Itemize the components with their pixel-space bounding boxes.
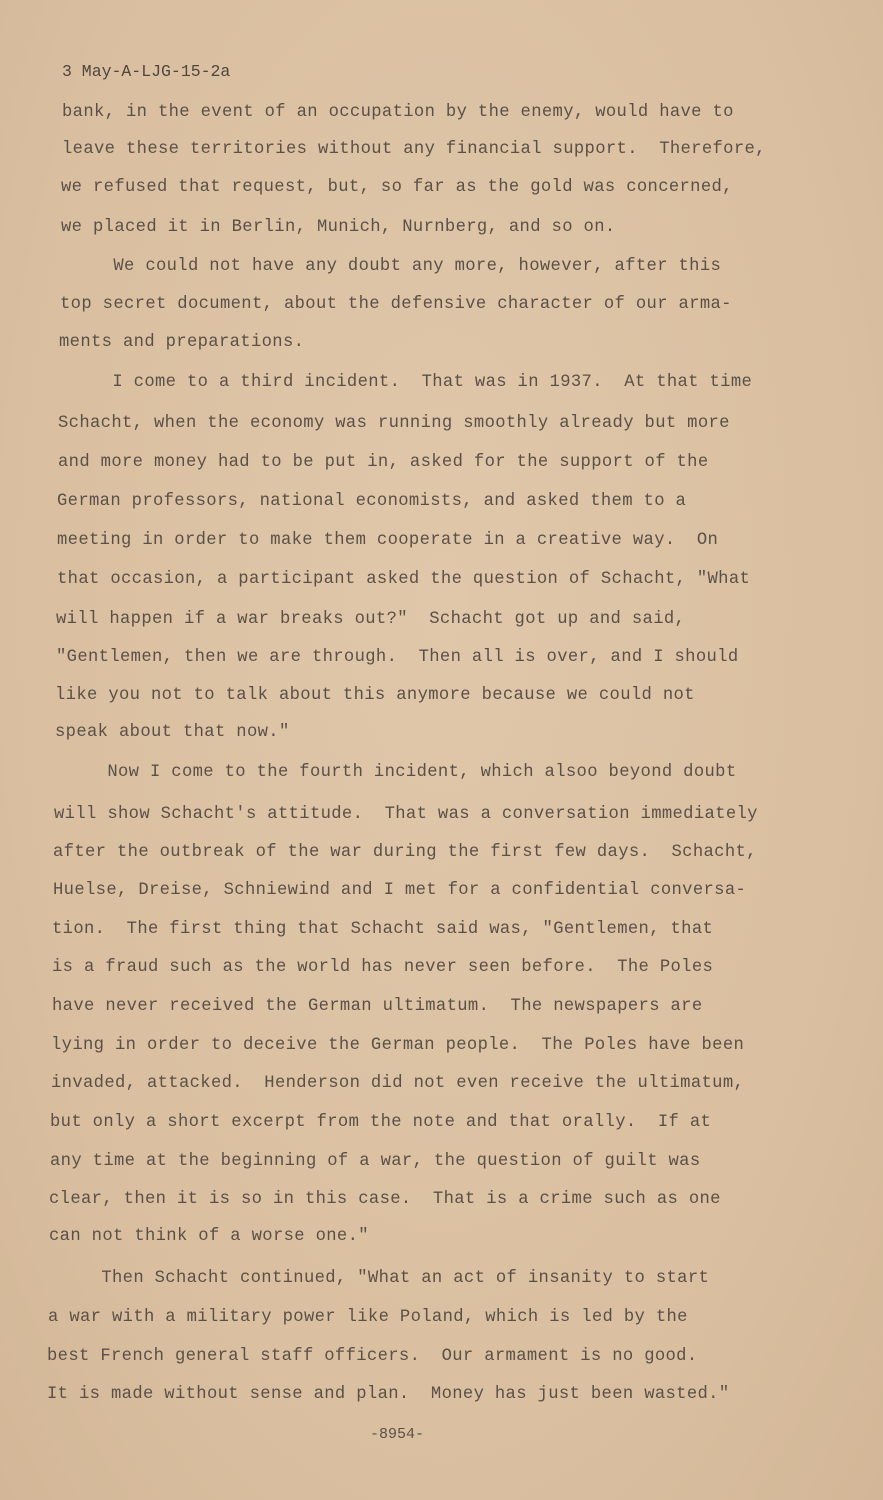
- text-line: Huelse, Dreise, Schniewind and I met for a confidential conversa-: [53, 881, 747, 900]
- text-line: invaded, attacked. Henderson did not even receive the ultimatum,: [51, 1074, 745, 1093]
- text-line: Schacht, when the economy was running smoothly already but more: [58, 414, 730, 433]
- text-line: tion. The first thing that Schacht said was, "Gentlemen, that: [52, 920, 714, 939]
- text-line: that occasion, a participant asked the question of Schacht, "What: [57, 570, 751, 589]
- text-line: best French general staff officers. Our armament is no good.: [47, 1347, 698, 1366]
- text-line: is a fraud such as the world has never seen before. The Poles: [52, 958, 714, 977]
- text-line: will show Schacht's attitude. That was a conversation immediately: [54, 805, 758, 824]
- text-line: It is made without sense and plan. Money has just been wasted.": [47, 1385, 730, 1404]
- text-line: I come to a third incident. That was in 1937. At that time: [59, 373, 753, 392]
- text-line: We could not have any doubt any more, however, after this: [60, 257, 722, 276]
- text-line: "Gentlemen, then we are through. Then all is over, and I should: [56, 648, 739, 667]
- text-line: have never received the German ultimatum. The newspapers are: [52, 997, 703, 1016]
- text-line: and more money had to be put in, asked for the support of the: [58, 453, 709, 472]
- document-reference: 3 May-A-LJG-15-2a: [62, 62, 231, 81]
- text-line: Then Schacht continued, "What an act of insanity to start: [48, 1269, 710, 1288]
- text-line: Now I come to the fourth incident, which alsoo beyond doubt: [54, 763, 737, 782]
- text-line: speak about that now.": [55, 723, 290, 742]
- text-line: lying in order to deceive the German people. The Poles have been: [51, 1036, 745, 1055]
- text-line: will happen if a war breaks out?" Schacht got up and said,: [56, 610, 686, 629]
- text-line: meeting in order to make them cooperate in a creative way. On: [57, 531, 719, 550]
- text-line: top secret document, about the defensive character of our arma-: [60, 295, 732, 314]
- text-line: German professors, national economists, and asked them to a: [57, 492, 687, 511]
- text-line: after the outbreak of the war during the first few days. Schacht,: [53, 843, 757, 862]
- text-line: clear, then it is so in this case. That is a crime such as one: [49, 1190, 721, 1209]
- text-line: any time at the beginning of a war, the question of guilt was: [50, 1152, 701, 1171]
- text-line: leave these territories without any financial support. Therefore,: [62, 140, 766, 159]
- text-line: ments and preparations.: [59, 333, 305, 352]
- text-line: a war with a military power like Poland, which is led by the: [48, 1308, 688, 1327]
- text-line: we refused that request, but, so far as the gold was concerned,: [61, 178, 733, 197]
- page-number: -8954-: [370, 1426, 425, 1443]
- text-line: but only a short excerpt from the note and that orally. If at: [50, 1113, 712, 1132]
- text-line: bank, in the event of an occupation by the enemy, would have to: [62, 103, 734, 122]
- text-line: we placed it in Berlin, Munich, Nurnberg, and so on.: [61, 218, 616, 237]
- text-line: can not think of a worse one.": [49, 1227, 369, 1246]
- text-line: like you not to talk about this anymore because we could not: [55, 686, 695, 705]
